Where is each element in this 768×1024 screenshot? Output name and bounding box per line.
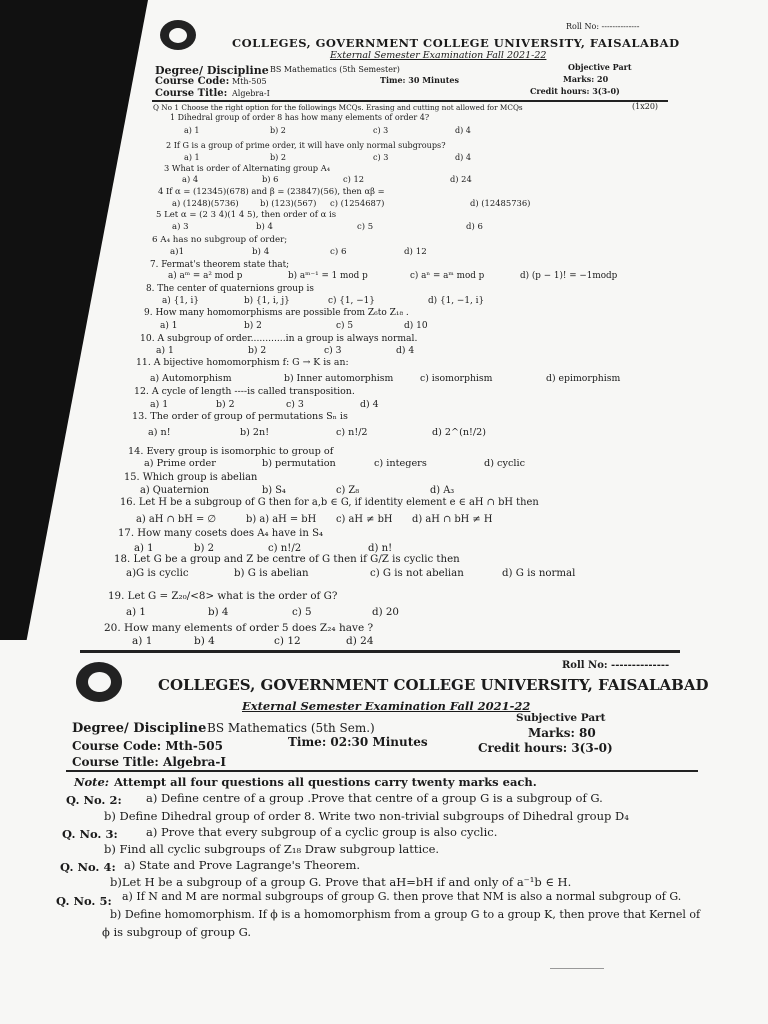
mcq-option-b: b) 4 — [208, 606, 229, 618]
mcq-option-b: b) 2 — [244, 321, 262, 331]
course-title: Course Title: Algebra-I — [72, 755, 226, 769]
mcq-question: 15. Which group is abelian — [124, 472, 258, 483]
mcq-option-c: c) {1, −1} — [328, 296, 375, 306]
mcq-question: 20. How many elements of order 5 does Z₂₄ have ? — [104, 622, 374, 634]
time: Time: 30 Minutes — [380, 75, 460, 85]
q5c-text: ϕ is subgroup of group G. — [102, 925, 252, 939]
part-label: Objective Part — [568, 62, 632, 72]
mcq-option-d: d) {1, −1, i} — [428, 296, 485, 306]
mcq-option-a: a) 1 — [126, 606, 146, 618]
q4b-text: b)Let H be a subgroup of a group G. Prove that aH=bH if and only of a⁻¹b ∈ H. — [110, 875, 572, 889]
mcq-option-c: c) isomorphism — [420, 373, 493, 384]
mcq-option-d: d) (p − 1)! = −1modp — [520, 271, 618, 281]
section-divider — [80, 650, 680, 653]
mcq-option-c: c) G is not abelian — [370, 568, 464, 579]
mcq-option-b: b) 4 — [252, 247, 270, 257]
mcq-option-c: c) 3 — [373, 152, 389, 162]
mcq-option-a: a) (1248)(5736) — [172, 198, 239, 208]
mcq-option-c: c) 12 — [274, 635, 301, 647]
mcq-option-c: c) n!/2 — [336, 427, 368, 438]
mcq-question: 9. How many homomorphisms are possible from Z₆to Z₁₈ . — [144, 308, 409, 318]
mcq-option-a: a) 1 — [134, 543, 154, 554]
mcq-option-d: d) 24 — [450, 174, 472, 184]
mcq-option-a: a) 4 — [182, 174, 199, 184]
mcq-question: 16. Let H be a subgroup of G then for a,b ∈ G, if identity element e ∈ aH ∩ bH then — [120, 497, 539, 508]
mcq-option-b: b) permutation — [262, 458, 336, 469]
q2b-text: b) Define Dihedral group of order 8. Write two non-trivial subgroups of Dihedral group D₄ — [104, 809, 629, 823]
mcq-option-a: a) {1, i} — [162, 296, 199, 306]
mcq-option-a: a) n! — [148, 427, 171, 438]
mcq-option-d: d) n! — [368, 543, 393, 554]
mcq-question: 11. A bijective homomorphism f: G → K is an: — [136, 357, 349, 368]
mcq-option-d: d) 24 — [346, 635, 374, 647]
mcq-option-c: c) aⁿ = aᵐ mod p — [410, 271, 485, 281]
q3a-text: a) Prove that every subgroup of a cyclic group is also cyclic. — [146, 825, 498, 839]
q5b-text: b) Define homomorphism. If ϕ is a homomorphism from a group G to a group K, then prove that Kernel of — [110, 908, 701, 921]
mcq-option-a: a) aH ∩ bH = ∅ — [136, 514, 217, 525]
mcq-option-d: d) 2^(n!/2) — [432, 427, 486, 438]
mcq-option-c: c) 5 — [357, 222, 374, 232]
mcq-option-d: d) (12485736) — [470, 198, 531, 208]
university-logo — [76, 662, 122, 702]
course-code: Mth-505 — [232, 77, 267, 86]
footer-mark — [550, 968, 604, 969]
q4a-text: a) State and Prove Lagrange's Theorem. — [124, 858, 361, 872]
mcq-option-a: a) Automorphism — [150, 373, 232, 384]
mcq-option-c: c) 5 — [336, 321, 354, 331]
mcq-option-a: a) 1 — [184, 152, 200, 162]
mcq-question: 6 A₄ has no subgroup of order; — [152, 235, 288, 245]
q3-label: Q. No. 3: — [62, 827, 118, 841]
mcq-option-d: d) 12 — [404, 247, 427, 257]
mcq-option-c: c) integers — [374, 458, 427, 469]
mcq-option-a: a)1 — [170, 247, 185, 257]
q5-label: Q. No. 5: — [56, 894, 112, 908]
mcq-option-a: a) Quaternion — [140, 485, 210, 496]
mcq-option-b: b) {1, i, j} — [244, 296, 290, 306]
mcq-option-a: a) aᵐ = a² mod p — [168, 271, 243, 281]
mcq-question: 5 Let α = (2 3 4)(1 4 5), then order of α is — [156, 210, 337, 220]
mcq-question: 12. A cycle of length ----is called transposition. — [134, 386, 355, 397]
mcq-question: 8. The center of quaternions group is — [146, 284, 314, 294]
mcq-option-d: d) G is normal — [502, 568, 576, 579]
mcq-option-c: c) 3 — [286, 399, 304, 410]
mcq-option-b: b) 2n! — [240, 427, 270, 438]
mcq-question: 3 What is order of Alternating group A₄ — [164, 163, 331, 173]
mcq-option-d: d) epimorphism — [546, 373, 621, 384]
q3b-text: b) Find all cyclic subgroups of Z₁₈ Draw subgroup lattice. — [104, 842, 440, 856]
roll-no: Roll No: -------------- — [566, 22, 640, 31]
mcq-option-b: b) 2 — [248, 345, 267, 356]
course-code-label: Course Code: — [155, 76, 230, 87]
college-name: COLLEGES, GOVERNMENT COLLEGE UNIVERSITY, FAISALABAD — [158, 676, 709, 694]
mcq-option-a: a) 1 — [150, 399, 169, 410]
mcq-option-b: b) 2 — [270, 152, 287, 162]
mcq-question: 1 Dihedral group of order 8 has how many elements of order 4? — [170, 113, 430, 122]
mcq-option-d: d) 6 — [466, 222, 483, 232]
mcq-question: 2 If G is a group of prime order, it will have only normal subgroups? — [166, 140, 446, 150]
mcq-question: 4 If α = (12345)(678) and β = (23847)(56), then αβ = — [158, 186, 385, 196]
exam-title: External Semester Examination Fall 2021-22 — [330, 50, 547, 61]
mcq-option-a: a) Prime order — [144, 458, 216, 469]
mcq-question: 18. Let G be a group and Z be centre of G then if G/Z is cyclic then — [114, 554, 460, 565]
mcq-option-b: b) G is abelian — [234, 568, 309, 579]
mcq-option-c: c) 3 — [324, 345, 342, 356]
mcq-option-a: a) 1 — [132, 635, 153, 647]
mcq-option-c: c) (1254687) — [330, 198, 385, 208]
mcq-option-b: b) 2 — [216, 399, 235, 410]
mcq-option-b: b) 2 — [194, 543, 215, 554]
course-title: Algebra-I — [232, 89, 270, 98]
mcq-option-d: d) 4 — [396, 345, 415, 356]
mcq-option-a: a) 3 — [172, 222, 189, 232]
credit-hours: Credit hours: 3(3-0) — [478, 741, 613, 755]
mcq-option-c: c) 12 — [343, 174, 365, 184]
q4-label: Q. No. 4: — [60, 860, 116, 874]
mcq-option-a: a)G is cyclic — [126, 568, 189, 579]
q1-instructions: Q No 1 Choose the right option for the followings MCQs. Erasing and cutting not allowed for MCQs — [153, 103, 523, 112]
mcq-option-b: b) aᵐ⁻¹ = 1 mod p — [288, 271, 368, 281]
mcq-option-a: a) 1 — [184, 126, 200, 135]
mcq-question: 13. The order of group of permutations Sₙ is — [132, 411, 348, 422]
mcq-option-b: b) 4 — [194, 635, 215, 647]
university-logo — [160, 20, 196, 50]
note-label: Note: — [74, 775, 110, 789]
note-text: Attempt all four questions all questions carry twenty marks each. — [114, 775, 537, 789]
marks: Marks: 80 — [528, 726, 596, 740]
mcq-option-c: c) 5 — [292, 606, 312, 618]
mcq-option-a: a) 1 — [156, 345, 174, 356]
q2a-text: a) Define centre of a group .Prove that centre of a group G is a subgroup of G. — [146, 791, 603, 805]
q5a-text: a) If N and M are normal subgroups of group G. then prove that NM is also a normal subgroup of G. — [122, 890, 682, 903]
degree-value: BS Mathematics (5th Sem.) — [207, 721, 375, 735]
mcq-option-c: c) aH ≠ bH — [336, 514, 393, 525]
course-code: Course Code: Mth-505 — [72, 739, 223, 753]
marks: Marks: 20 — [563, 74, 609, 84]
mcq-question: 10. A subgroup of order............in a group is always normal. — [140, 333, 418, 344]
header-rule — [66, 770, 698, 772]
q2-label: Q. No. 2: — [66, 793, 122, 807]
q1-marks: (1x20) — [632, 102, 659, 111]
degree-value: BS Mathematics (5th Semester) — [270, 65, 400, 74]
mcq-option-a: a) 1 — [160, 321, 178, 331]
mcq-option-b: b) Inner automorphism — [284, 373, 394, 384]
college-name: COLLEGES, GOVERNMENT COLLEGE UNIVERSITY, FAISALABAD — [232, 36, 680, 50]
mcq-question: 7. Fermat's theorem state that; — [150, 260, 290, 270]
mcq-option-d: d) 10 — [404, 321, 428, 331]
mcq-option-d: d) 4 — [455, 126, 471, 135]
mcq-option-b: b) 4 — [256, 222, 273, 232]
course-title-label: Course Title: — [155, 88, 228, 99]
mcq-option-b: b) S₄ — [262, 485, 286, 496]
mcq-option-d: d) 4 — [455, 152, 472, 162]
mcq-option-d: d) A₃ — [430, 485, 455, 496]
degree-label: Degree/ Discipline — [155, 64, 269, 77]
exam-title: External Semester Examination Fall 2021-22 — [242, 699, 531, 713]
time: Time: 02:30 Minutes — [288, 735, 428, 749]
part-label: Subjective Part — [516, 712, 606, 724]
roll-no: Roll No: -------------- — [562, 660, 670, 671]
mcq-option-c: c) Z₈ — [336, 485, 360, 496]
mcq-option-b: b) (123)(567) — [260, 198, 317, 208]
mcq-option-b: b) a) aH = bH — [246, 514, 317, 525]
credit-hours: Credit hours: 3(3-0) — [530, 86, 620, 96]
mcq-option-c: c) 6 — [330, 247, 347, 257]
header-rule — [152, 100, 668, 102]
mcq-option-d: d) 20 — [372, 606, 399, 618]
mcq-question: 19. Let G = Z₂₀/<8> what is the order of G? — [108, 590, 338, 602]
mcq-option-b: b) 6 — [262, 174, 279, 184]
mcq-option-d: d) cyclic — [484, 458, 526, 469]
mcq-option-d: d) aH ∩ bH ≠ H — [412, 514, 493, 525]
mcq-option-c: c) n!/2 — [268, 543, 302, 554]
degree-label: Degree/ Discipline — [72, 721, 207, 736]
mcq-question: 14. Every group is isomorphic to group of — [128, 446, 334, 457]
mcq-option-b: b) 2 — [270, 126, 286, 135]
mcq-option-d: d) 4 — [360, 399, 379, 410]
mcq-option-c: c) 3 — [373, 126, 389, 135]
mcq-question: 17. How many cosets does A₄ have in S₄ — [118, 528, 324, 539]
